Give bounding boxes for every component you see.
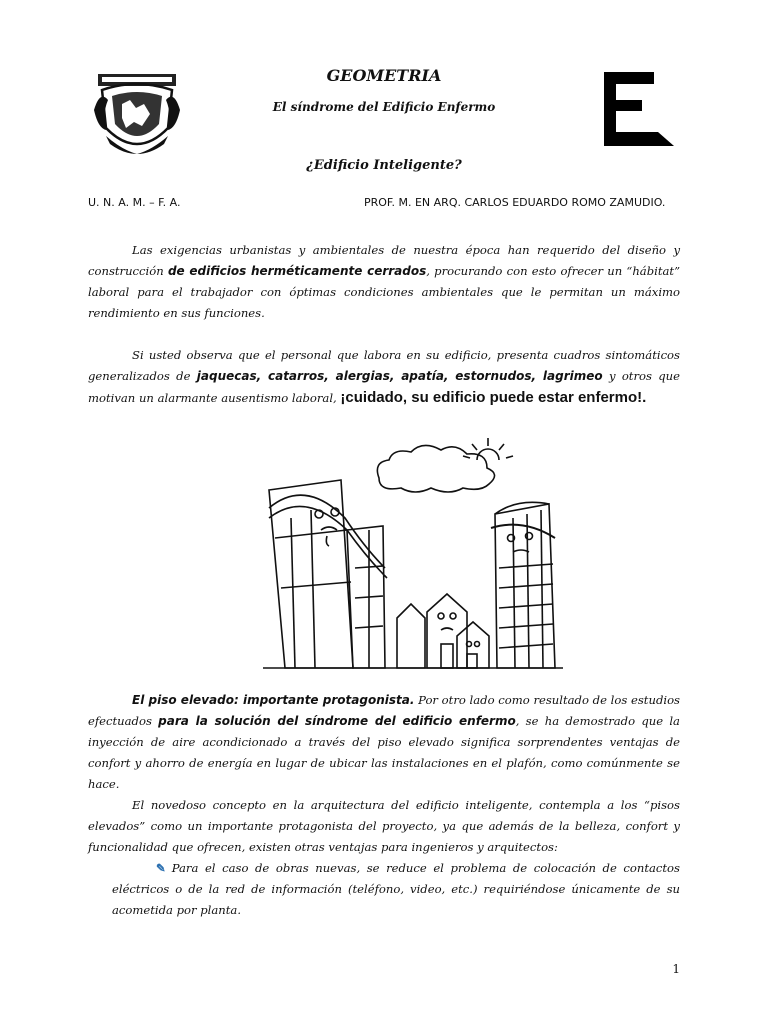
sick-buildings-illustration xyxy=(255,418,570,676)
document-title: GEOMETRIA xyxy=(326,66,442,85)
author-label: PROF. M. EN ARQ. CARLOS EDUARDO ROMO ZAMUDIO. xyxy=(364,196,666,209)
page-number: 1 xyxy=(672,962,680,976)
p3-text-b: Por otro lado como resultado de los estudios efectuados xyxy=(88,693,680,728)
cloud-icon xyxy=(377,445,494,492)
paragraph-3 xyxy=(88,690,680,795)
paragraph-2 xyxy=(88,345,680,409)
institution-label: U. N. A. M. – F. A. xyxy=(88,196,181,209)
bullet-text: Para el caso de obras nuevas, se reduce el problema de colocación de contactos eléctricos o de la red de información (teléfono, video, etc.) requiriéndose únicamente de su acometida por planta. xyxy=(112,861,680,917)
sun-icon xyxy=(463,438,513,460)
document-subtitle: El síndrome del Edificio Enfermo xyxy=(272,100,496,114)
p2-symptoms: jaquecas, catarros, alergias, apatía, estornudos, lagrimeo xyxy=(196,369,603,383)
p1-text-a: Las exigencias urbanistas y ambientales de nuestra época han requerido del diseño y construcción xyxy=(88,243,680,278)
p2-text-c: y otros que motivan un alarmante ausentismo laboral, xyxy=(88,369,681,405)
p3-heading: El piso elevado: importante protagonista. xyxy=(132,693,415,707)
section-question: ¿Edificio Inteligente? xyxy=(306,158,462,173)
p2-period: . xyxy=(642,389,647,406)
p3-text-d: , se ha demostrado que la inyección de aire acondicionado a través del piso elevado significa sorprendentes ventajas de confort y ahorro de energía en lugar de ubicar las instalaciones en el plafón, como comúnmente se hace. xyxy=(88,714,680,791)
p2-warning: ¡cuidado, su edificio puede estar enfermo! xyxy=(340,389,643,406)
p1-emphasis: de edificios herméticamente cerrados xyxy=(167,264,427,278)
bullet-item xyxy=(112,858,680,921)
right-tower xyxy=(491,502,555,668)
small-houses xyxy=(397,594,489,668)
p2-text-a: Si usted observa que el personal que labora en su edificio, presenta cuadros sintomáticos generalizados de xyxy=(88,348,680,383)
p3-emphasis: para la solución del síndrome del edificio enfermo xyxy=(158,714,516,728)
paragraph-1 xyxy=(88,240,680,324)
blue-pen-bullet-icon: ✎ xyxy=(156,861,166,875)
p1-text-c: , procurando con esto ofrecer un “hábitat” laboral para el trabajador con óptimas condiciones ambientales que le permitan un máximo rendimiento en sus funciones. xyxy=(88,264,681,320)
paragraph-4: El novedoso concepto en la arquitectura del edificio inteligente, contempla a los “pisos elevados” como un importante protagonista del proyecto, ya que además de la belleza, confort y funcionalidad que ofrecen, existen otras ventajas para ingenieros y arquitectos: xyxy=(88,798,680,854)
